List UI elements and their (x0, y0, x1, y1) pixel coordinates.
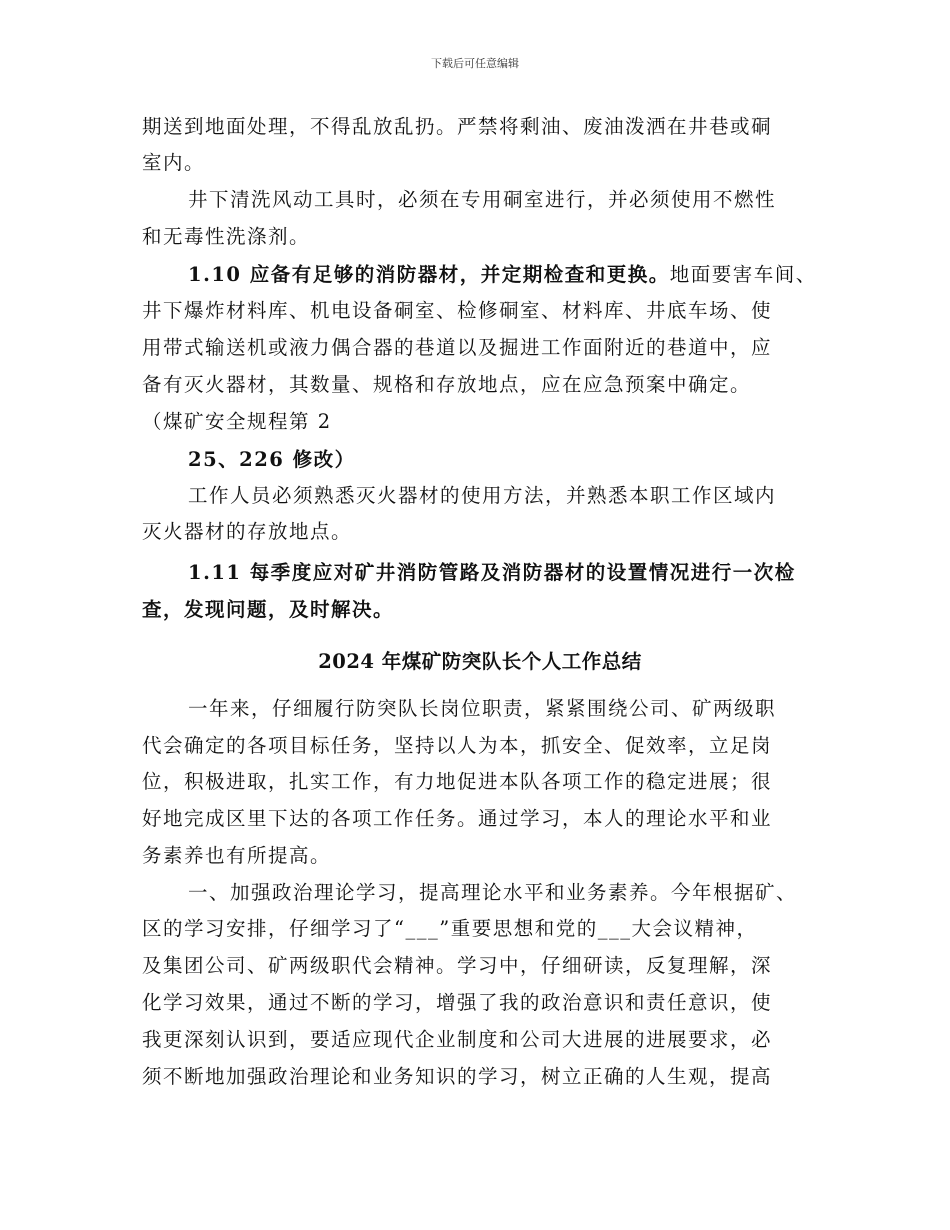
paragraph-line: （煤矿安全规程第 2 (142, 410, 332, 433)
paragraph-line: 和无毒性洗涤剂。 (142, 225, 311, 248)
paragraph-line: 用带式输送机或液力偶合器的巷道以及掘进工作面附近的巷道中，应 (142, 336, 773, 359)
paragraph-line: 期送到地面处理，不得乱放乱扔。严禁将剩油、废油泼洒在井巷或硐 (142, 115, 773, 138)
paragraph-line: 我更深刻认识到，要适应现代企业制度和公司大进展的进展要求，必 (142, 1028, 773, 1051)
paragraph-line: 务素养也有所提高。 (142, 844, 332, 867)
paragraph-line: 区的学习安排，仔细学习了“___”重要思想和党的___大会议精神， (142, 917, 758, 940)
paragraph-line (188, 263, 817, 287)
paragraph-text: 地面要害车间、 (669, 263, 817, 286)
paragraph-line: 井下爆炸材料库、机电设备硐室、检修硐室、材料库、井底车场、使 (142, 299, 773, 322)
paragraph-line: 代会确定的各项目标任务，坚持以人为本，抓安全、促效率，立足岗 (142, 734, 773, 757)
paragraph-line: 室内。 (142, 151, 206, 174)
paragraph-line: 好地完成区里下达的各项工作任务。通过学习，本人的理论水平和业 (142, 807, 773, 830)
section-heading-1-11-cont: 查，发现问题，及时解决。 (142, 598, 395, 621)
paragraph-line: 备有灭火器材，其数量、规格和存放地点，应在应急预案中确定。 (142, 373, 752, 396)
section-heading-1-10: 1.10 应备有足够的消防器材，并定期检查和更换。 (188, 263, 670, 286)
paragraph-line: 须不断地加强政治理论和业务知识的学习，树立正确的人生观，提高 (142, 1065, 773, 1088)
page-title: 2024 年煤矿防突队长个人工作总结 (318, 650, 642, 673)
paragraph-line: 井下清洗风动工具时，必须在专用硐室进行，并必须使用不燃性 (188, 188, 777, 211)
paragraph-line: 化学习效果，通过不断的学习，增强了我的政治意识和责任意识，使 (142, 991, 773, 1014)
section-heading-1-11: 1.11 每季度应对矿井消防管路及消防器材的设置情况进行一次检 (188, 561, 796, 584)
paragraph-line: 工作人员必须熟悉灭火器材的使用方法，并熟悉本职工作区域内 (188, 484, 777, 507)
header-note: 下载后可任意编辑 (431, 57, 519, 70)
paragraph-line: 25、226 修改） (188, 448, 356, 471)
paragraph-line: 一、加强政治理论学习，提高理论水平和业务素养。今年根据矿、 (188, 881, 798, 904)
paragraph-line: 及集团公司、矿两级职代会精神。学习中，仔细研读，反复理解，深 (142, 954, 773, 977)
paragraph-line: 灭火器材的存放地点。 (142, 520, 353, 543)
paragraph-line: 位，积极进取，扎实工作，有力地促进本队各项工作的稳定进展；很 (142, 770, 773, 793)
paragraph-line: 一年来，仔细履行防突队长岗位职责，紧紧围绕公司、矿两级职 (188, 697, 777, 720)
